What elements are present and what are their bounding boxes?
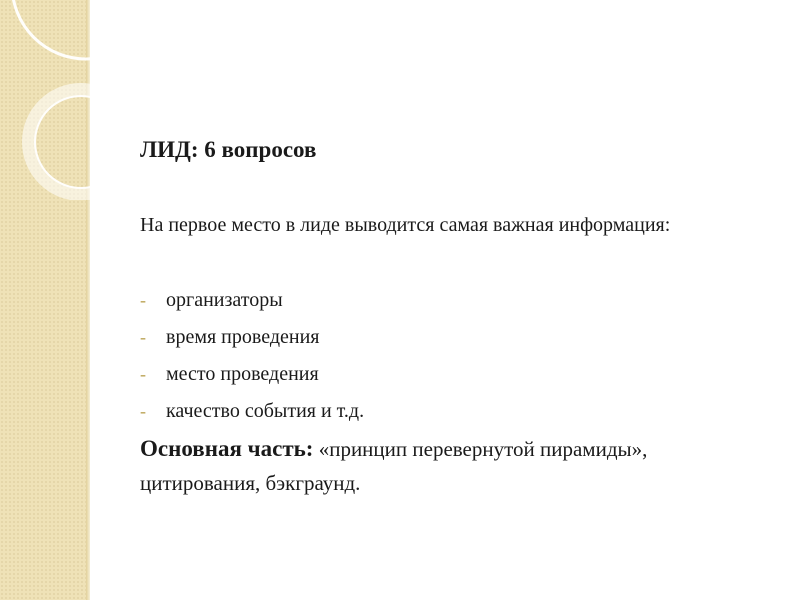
dash-bullet-icon: - <box>140 363 146 384</box>
side-decor-panel <box>0 0 86 600</box>
dash-bullet-icon: - <box>140 400 146 421</box>
intro-text: На первое место в лиде выводится самая важная информация: <box>140 214 671 236</box>
main-part-text: «принцип перевернутой пирамиды», цитирования, бэкграунд. <box>140 437 648 495</box>
list-item-label: качество события и т.д. <box>166 399 365 422</box>
list-item <box>140 392 364 429</box>
side-panel-edge <box>86 0 90 600</box>
dash-bullet-icon: - <box>140 289 146 310</box>
slide-heading: ЛИД: 6 вопросов <box>140 137 317 162</box>
list-item-label: организаторы <box>166 288 283 311</box>
list-item <box>140 355 364 392</box>
dash-bullet-icon: - <box>140 326 146 347</box>
list-item-label: время проведения <box>166 325 320 348</box>
main-part-paragraph <box>140 432 760 500</box>
main-part-label: Основная часть: <box>140 436 314 461</box>
list-item <box>140 318 364 355</box>
bullet-list <box>140 281 364 429</box>
list-item-label: место проведения <box>166 362 319 385</box>
list-item <box>140 281 364 318</box>
